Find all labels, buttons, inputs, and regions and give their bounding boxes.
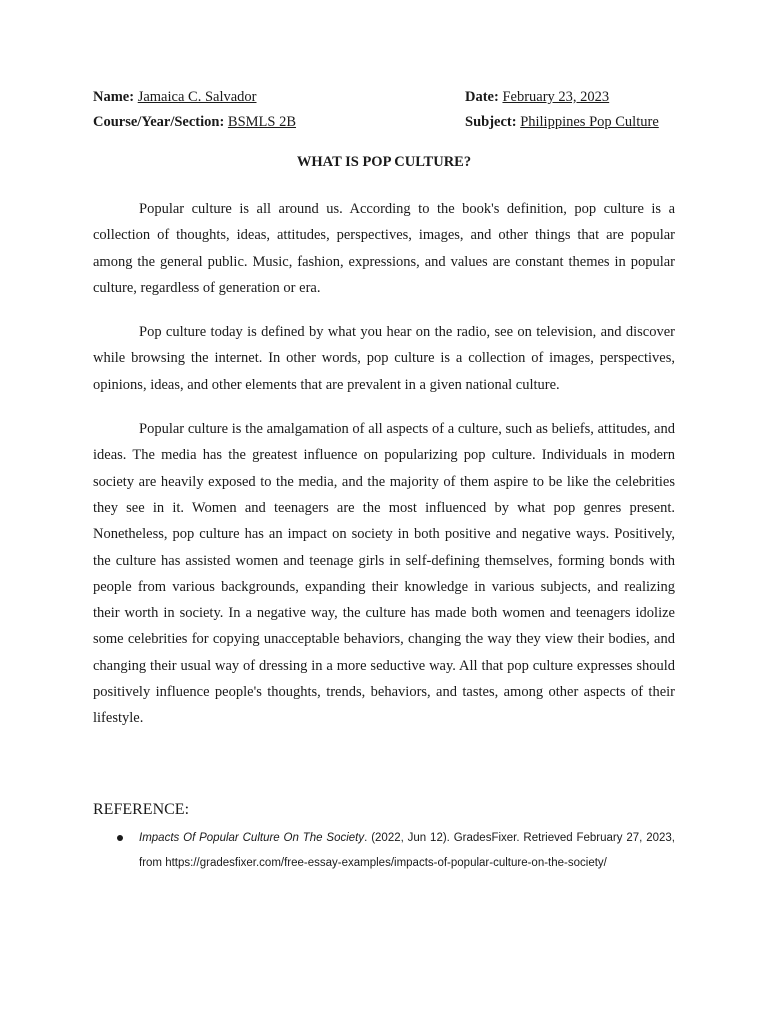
date-value: February 23, 2023 (502, 89, 610, 105)
reference-item (93, 826, 675, 876)
reference-details: . (2022, Jun 12). GradesFixer. Retrieved February 27, 2023, from (139, 832, 675, 869)
name-field (93, 88, 257, 106)
subject-field (465, 113, 659, 131)
course-value: BSMLS 2B (227, 114, 297, 130)
paragraph-3: Popular culture is the amalgamation of all aspects of a culture, such as beliefs, attitudes, and ideas. The media has the greatest influence on popularizing pop culture. Individuals in modern society are heavily exposed to the media, and the majority of them aspire to be like the celebrities they see in it. Women and teenagers are the most influenced by what pop genres present. Nonetheless, pop culture has an impact on society in both positive and negative ways. Positively, the culture has assisted women and teenage girls in self-defining themselves, forming bonds with people from various backgrounds, expanding their knowledge in various subjects, and realizing their worth in society. In a negative way, the culture has made both women and teenagers idolize some celebrities for copying unacceptable behaviors, changing the way they view their bodies, and changing their usual way of dressing in a more seductive way. All that pop culture expresses should positively influence people's thoughts, trends, behaviors, and tastes, among other aspects of their lifestyle. (93, 421, 675, 727)
paragraph-2: Pop culture today is defined by what you hear on the radio, see on television, and discover while browsing the internet. In other words, pop culture is a collection of images, perspectives, opinions, ideas, and other elements that are prevalent in a given national culture. (93, 324, 675, 393)
reference-url: https://gradesfixer.com/free-essay-examples/impacts-of-popular-culture-on-the-society/ (165, 857, 607, 869)
date-label: Date: (465, 89, 499, 105)
name-value: Jamaica C. Salvador (137, 89, 257, 105)
date-field (465, 88, 609, 106)
course-field (93, 113, 296, 131)
bullet-icon (117, 835, 123, 841)
subject-label: Subject: (465, 114, 517, 130)
reference-list (93, 826, 675, 876)
reference-title: Impacts Of Popular Culture On The Society (139, 832, 365, 844)
course-label: Course/Year/Section: (93, 114, 225, 130)
name-label: Name: (93, 89, 135, 105)
paragraph-1: Popular culture is all around us. According to the book's definition, pop culture is a collection of thoughts, ideas, attitudes, perspectives, images, and other things that are popular among the general public. Music, fashion, expressions, and values are constant themes in popular culture, regardless of generation or era. (93, 201, 675, 296)
essay-body (93, 196, 675, 750)
document-title: WHAT IS POP CULTURE? (296, 154, 472, 170)
subject-value: Philippines Pop Culture (520, 114, 659, 130)
reference-heading: REFERENCE: (93, 801, 190, 818)
